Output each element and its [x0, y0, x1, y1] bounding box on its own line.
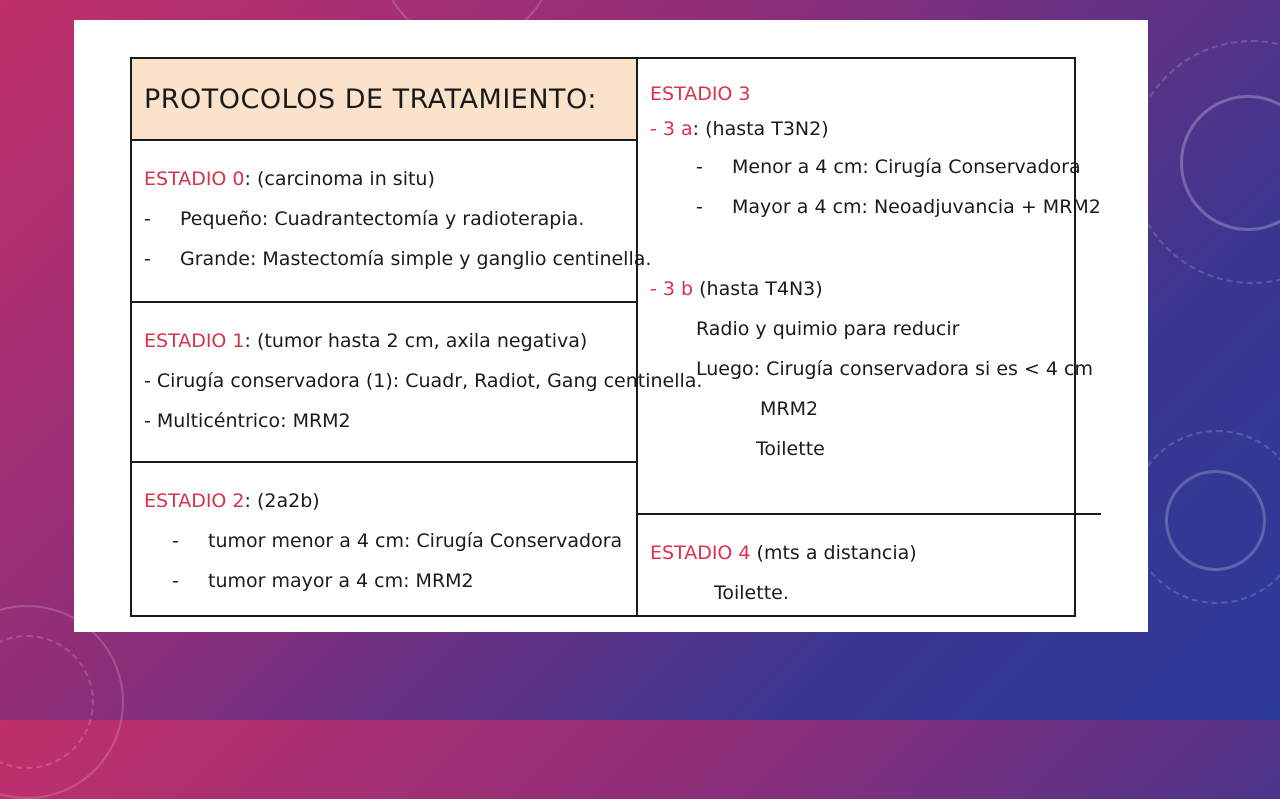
bullet: - — [144, 208, 151, 230]
decorative-ring — [1130, 430, 1280, 604]
estadio-3a-suffix: : (hasta T3N2) — [692, 118, 829, 140]
estadio-1-cell — [132, 301, 703, 461]
decorative-ring — [1130, 40, 1280, 284]
estadio-3-cell — [638, 59, 1101, 513]
estadio-3a-heading — [650, 111, 1101, 147]
estadio-4-cell — [638, 513, 1101, 615]
estadio-0-label: ESTADIO 0 — [144, 168, 245, 190]
list-item-text: tumor menor a 4 cm: Cirugía Conservadora — [208, 530, 623, 552]
estadio-3b-heading — [650, 269, 1101, 309]
estadio-1-suffix: : (tumor hasta 2 cm, axila negativa) — [244, 330, 588, 352]
estadio-0-heading — [144, 159, 636, 199]
text-line: Luego: Cirugía conservadora si es < 4 cm — [696, 358, 1093, 380]
list-item-text: Grande: Mastectomía simple y ganglio centinella. — [180, 248, 652, 270]
table-title: PROTOCOLOS DE TRATAMIENTO: — [144, 83, 597, 115]
bullet: - — [696, 156, 703, 178]
list-item-text: Pequeño: Cuadrantectomía y radioterapia. — [180, 208, 585, 230]
estadio-3b-suffix: (hasta T4N3) — [693, 278, 823, 300]
list-item — [144, 561, 636, 601]
estadio-2-cell — [132, 461, 636, 615]
estadio-3-heading — [650, 77, 1101, 111]
estadio-4-label: ESTADIO 4 — [650, 542, 751, 564]
estadio-0-cell — [132, 139, 652, 301]
list-item: - Multicéntrico: MRM2 — [144, 410, 351, 432]
estadio-3a-label: - 3 a — [650, 118, 693, 140]
slide-content — [74, 20, 1148, 632]
estadio-3b-label: - 3 b — [650, 278, 694, 300]
estadio-0-suffix: : (carcinoma in situ) — [244, 168, 435, 190]
list-item-text: tumor mayor a 4 cm: MRM2 — [208, 570, 474, 592]
right-column — [638, 59, 1101, 615]
bullet: - — [696, 196, 703, 218]
list-item-text: Mayor a 4 cm: Neoadjuvancia + MRM2 — [732, 196, 1101, 218]
list-item — [144, 521, 636, 561]
table-title-cell — [132, 59, 636, 139]
treatment-protocol-table — [130, 57, 1101, 617]
list-item — [650, 187, 1101, 227]
estadio-3-label: ESTADIO 3 — [650, 83, 751, 105]
estadio-4-heading — [650, 533, 1101, 573]
bullet: - — [172, 570, 179, 592]
estadio-1-label: ESTADIO 1 — [144, 330, 245, 352]
list-item-text: Menor a 4 cm: Cirugía Conservadora — [732, 156, 1081, 178]
text-line: Toilette — [756, 438, 825, 460]
estadio-2-label: ESTADIO 2 — [144, 490, 245, 512]
list-item — [144, 199, 636, 239]
bullet: - — [172, 530, 179, 552]
text-line: Toilette. — [714, 582, 789, 604]
text-line: Radio y quimio para reducir — [696, 318, 960, 340]
estadio-2-suffix: : (2a2b) — [244, 490, 320, 512]
text-line: MRM2 — [760, 398, 819, 420]
list-item — [144, 239, 652, 279]
list-item: - Cirugía conservadora (1): Cuadr, Radiot, Gang centinella. — [144, 370, 703, 392]
estadio-2-heading — [144, 481, 636, 521]
estadio-1-heading — [144, 321, 636, 361]
estadio-4-suffix: (mts a distancia) — [750, 542, 917, 564]
bullet: - — [144, 248, 151, 270]
list-item — [650, 147, 1101, 187]
